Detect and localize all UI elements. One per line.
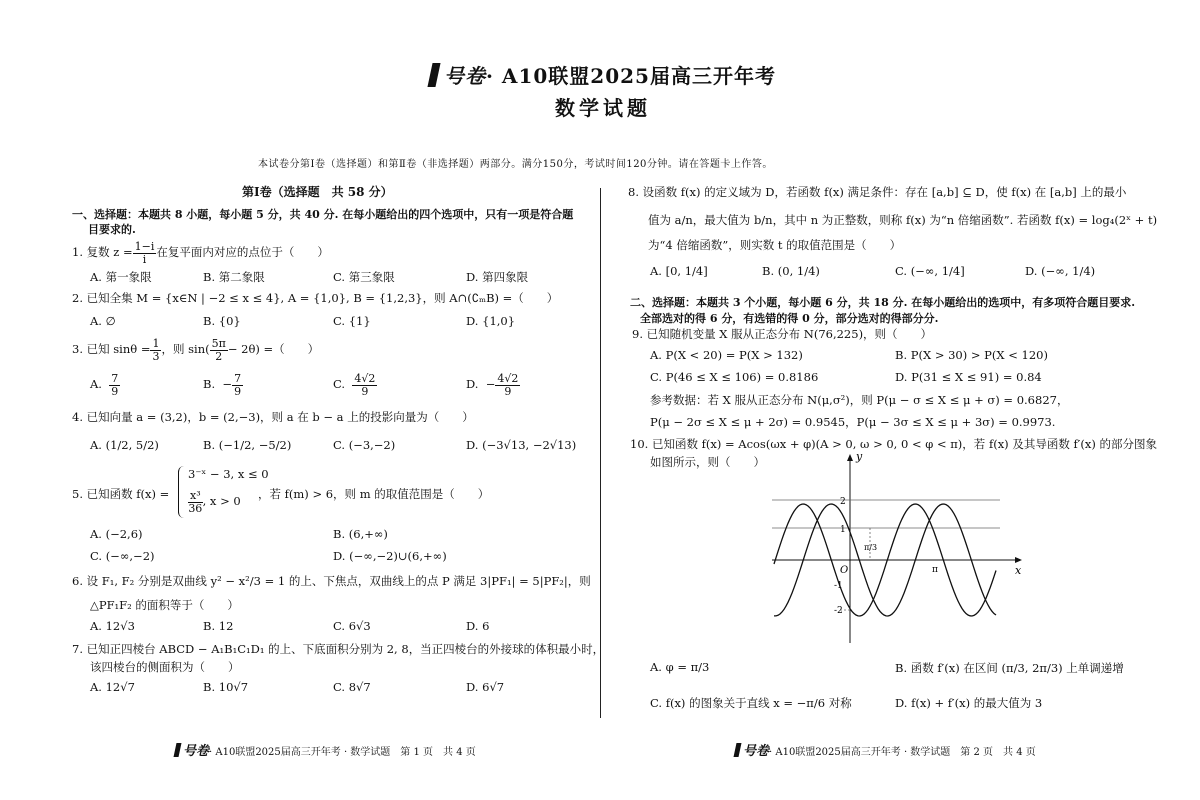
question-8-line1: 8. 设函数 f(x) 的定义域为 D，若函数 f(x) 满足条件：存在 [a,b] ⊆ D，使 f(x) 在 [a,b] 上的最小 [628, 185, 1127, 199]
tick-m1: -1 [834, 581, 843, 591]
q3-option-d: D. − $\frac{4√2}{9}$ [466, 372, 519, 398]
q10-option-a: A. φ = π/3 [650, 660, 710, 674]
q1-option-a: A. 第一象限 [90, 270, 152, 284]
q4-option-d: D. (−3√13, −2√13) [466, 438, 577, 452]
q1-option-b: B. 第二象限 [203, 270, 265, 284]
q5-case-2: $\frac{\text{x³}}{36}$ , x > 0 [188, 489, 241, 515]
x-axis-label: x [1015, 564, 1022, 577]
q9-option-a: A. P(X < 20) = P(X > 132) [650, 348, 803, 362]
question-6-line1: 6. 设 F₁, F₂ 分别是双曲线 y² − x²/3 = 1 的上、下焦点，双曲线上的点 P 满足 3|PF₁| = 5|PF₂|，则 [72, 574, 591, 588]
brand-mark-icon [734, 743, 742, 757]
function-graph [760, 448, 1040, 648]
q2-option-a: A. ∅ [90, 314, 116, 328]
q5-option-a: A. (−2,6) [90, 527, 143, 541]
q5-option-c: C. (−∞,−2) [90, 549, 155, 563]
footer-left: 号卷· A10联盟2025届高三开年考 · 数学试题 第 1 页 共 4 页 [175, 740, 476, 759]
q6-option-c: C. 6√3 [333, 619, 371, 633]
q9-option-d: D. P(31 ≤ X ≤ 91) = 0.84 [895, 370, 1042, 384]
tick-2: 2 [840, 497, 846, 507]
q10-option-b: B. 函数 f′(x) 在区间 (π/3, 2π/3) 上单调递增 [895, 661, 1124, 675]
question-9: 9. 已知随机变量 X 服从正态分布 N(76,225)，则（ ） [632, 327, 933, 341]
question-10-line1: 10. 已知函数 f(x) = Acos(ωx + φ)(A > 0, ω > 0, 0 < φ < π)，若 f(x) 及其导函数 f′(x) 的部分图象 [630, 437, 1157, 451]
piecewise-brace [178, 466, 185, 518]
brand-logo: 号卷 [444, 64, 486, 88]
title-text: · A10联盟2025届高三开年考 [486, 64, 776, 88]
q2-option-d: D. {1,0} [466, 314, 516, 328]
column-divider [600, 188, 601, 718]
q3-option-a: A. $\frac{7}{9}$ [90, 372, 119, 398]
question-5-tail: ，若 f(m) > 6，则 m 的取值范围是（ ） [258, 487, 490, 501]
q3-option-c: C. $\frac{4√2}{9}$ [333, 372, 376, 398]
q2-option-b: B. {0} [203, 314, 241, 328]
exam-subtitle: 数学试题 [555, 96, 651, 120]
question-1: 1. 复数 z = $\frac{1-i}{i}$ 在复平面内对应的点位于（ ） [72, 240, 329, 266]
y-axis-arrow-icon [847, 454, 853, 461]
section1-heading-line2: 目要求的. [88, 223, 136, 236]
question-10-line2: 如图所示，则（ ） [650, 455, 765, 469]
question-8-line3: 为“4 倍缩函数”，则实数 t 的取值范围是（ ） [648, 238, 902, 252]
q7-option-d: D. 6√7 [466, 680, 505, 694]
q9-option-c: C. P(46 ≤ X ≤ 106) = 0.8186 [650, 370, 819, 384]
x-axis-arrow-icon [1015, 557, 1022, 563]
q6-option-b: B. 12 [203, 619, 234, 633]
question-6-line2: △PF₁F₂ 的面积等于（ ） [90, 598, 239, 612]
brand-mark-icon [174, 743, 182, 757]
brand-mark-icon [427, 63, 440, 87]
q7-option-b: B. 10√7 [203, 680, 249, 694]
q5-option-d: D. (−∞,−2)∪(6,+∞) [333, 549, 447, 563]
question-7-line2: 该四棱台的侧面积为（ ） [90, 660, 240, 674]
q10-option-c: C. f(x) 的图象关于直线 x = −π/6 对称 [650, 696, 852, 710]
question-4: 4. 已知向量 a = (3,2)，b = (2,−3)，则 a 在 b − a 上的投影向量为（ ） [72, 410, 474, 424]
tick-m2: -2 [834, 606, 843, 616]
q6-option-d: D. 6 [466, 619, 490, 633]
q8-option-d: D. (−∞, 1/4) [1025, 264, 1096, 278]
section2-heading-line1: 二、选择题：本题共 3 个小题，每小题 6 分，共 18 分. 在每小题给出的选项中，有多项符合题目要求. [630, 296, 1136, 309]
question-5-stem: 5. 已知函数 f(x) = [72, 487, 170, 501]
q5-case-1: 3⁻ˣ − 3, x ≤ 0 [188, 467, 269, 481]
section2-heading-line2: 全部选对的得 6 分，有选错的得 0 分，部分选对的得部分分. [640, 312, 939, 325]
tick-pi3: π/3 [864, 543, 878, 552]
question-2: 2. 已知全集 M = {x∈N | −2 ≤ x ≤ 4}, A = {1,0}, B = {1,2,3}，则 A∩(∁ₘB) =（ ） [72, 291, 559, 305]
q8-option-a: A. [0, 1/4] [650, 264, 708, 278]
intro-text: 本试卷分第Ⅰ卷（选择题）和第Ⅱ卷（非选择题）两部分。满分150分，考试时间120分钟。请在答题卡上作答。 [258, 159, 773, 170]
tick-1: 1 [840, 525, 846, 535]
footer-right: 号卷· A10联盟2025届高三开年考 · 数学试题 第 2 页 共 4 页 [735, 740, 1036, 759]
q8-option-b: B. (0, 1/4) [762, 264, 820, 278]
volume-title: 第Ⅰ卷（选择题 共 58 分） [242, 185, 393, 199]
origin-label: O [840, 565, 849, 576]
q1-option-c: C. 第三象限 [333, 270, 395, 284]
q9-option-b: B. P(X > 30) > P(X < 120) [895, 348, 1048, 362]
q6-option-a: A. 12√3 [90, 619, 135, 633]
exam-title [430, 60, 776, 89]
q2-option-c: C. {1} [333, 314, 371, 328]
section1-heading-line1: 一、选择题：本题共 8 小题，每小题 5 分，共 40 分. 在每小题给出的四个选项中，只有一项是符合题 [72, 208, 574, 221]
q5-option-b: B. (6,+∞) [333, 527, 388, 541]
q9-reference-2: P(μ − 2σ ≤ X ≤ μ + 2σ) = 0.9545，P(μ − 3σ ≤ X ≤ μ + 3σ) = 0.9973. [650, 415, 1056, 429]
question-3: 3. 已知 sinθ = $\frac{1}{3}$ ，则 sin( $\frac{5\pi}{2}$ − 2θ) =（ ） [72, 337, 320, 363]
question-8-line2: 值为 a/n，最大值为 b/n，其中 n 为正整数，则称 f(x) 为“n 倍缩函数”. 若函数 f(x) = log₄(2ˣ + t) [648, 213, 1158, 227]
q4-option-b: B. (−1/2, −5/2) [203, 438, 292, 452]
tick-pi: π [932, 565, 938, 575]
q3-option-b: B. − $\frac{7}{9}$ [203, 372, 242, 398]
question-7-line1: 7. 已知正四棱台 ABCD − A₁B₁C₁D₁ 的上、下底面积分别为 2, 8，当正四棱台的外接球的体积最小时， [72, 642, 605, 656]
q9-reference-1: 参考数据：若 X 服从正态分布 N(μ,σ²)，则 P(μ − σ ≤ X ≤ μ + σ) = 0.6827， [650, 393, 1069, 407]
q7-option-c: C. 8√7 [333, 680, 371, 694]
q4-option-a: A. (1/2, 5/2) [90, 438, 159, 452]
q8-option-c: C. (−∞, 1/4] [895, 264, 965, 278]
q1-option-d: D. 第四象限 [466, 270, 529, 284]
q7-option-a: A. 12√7 [90, 680, 135, 694]
y-axis-label: y [856, 450, 863, 463]
q4-option-c: C. (−3,−2) [333, 438, 396, 452]
q10-option-d: D. f(x) + f′(x) 的最大值为 3 [895, 696, 1043, 710]
